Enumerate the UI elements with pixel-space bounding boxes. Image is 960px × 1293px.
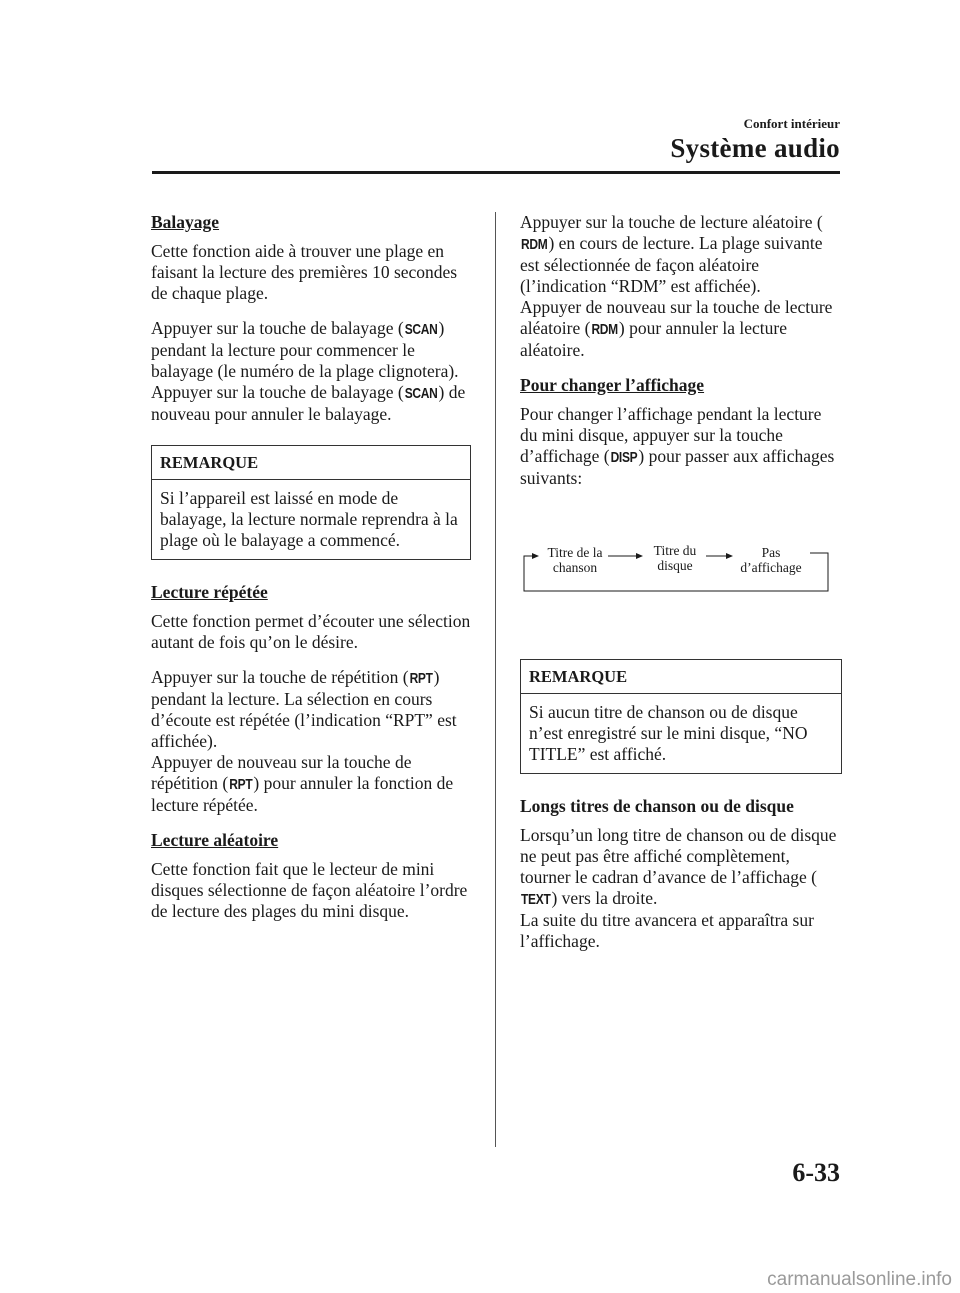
scan-button-icon: SCAN <box>404 384 438 402</box>
repeat-cancel-instructions: Appuyer de nouveau sur la touche de répétition (RPT) pour annuler la fonction de lecture répétée. <box>151 752 454 815</box>
scan-start-instructions: Appuyer sur la touche de balayage (SCAN) pendant la lecture pour commencer le balayage (le numéro de la plage clignotera). <box>151 318 459 381</box>
display-option-disc-title: Titre du disque <box>653 543 697 573</box>
page-number: 6-33 <box>792 1158 840 1187</box>
repeat-heading: Lecture répétée <box>151 582 268 602</box>
page-title: Système audio <box>670 133 840 163</box>
column-separator <box>495 212 496 1147</box>
display-cycle-arrows <box>520 503 842 653</box>
random-cancel-instructions: Appuyer de nouveau sur la touche de lecture aléatoire (RDM) pour annuler la lecture aléatoire. <box>520 297 833 360</box>
rdm-button-icon: RDM <box>591 320 618 338</box>
watermark: carmanualsonline.info <box>767 1269 952 1290</box>
note-body: Si l’appareil est laissé en mode de balayage, la lecture normale reprendra à la plage où le balayage a commencé. <box>160 488 458 550</box>
long-titles-instructions: Lorsqu’un long titre de chanson ou de disque ne peut pas être affiché complètement, tourner le cadran d’avance de l’affichage (TEXT) vers la droite. <box>520 825 842 910</box>
header-section-label: Confort intérieur <box>743 116 840 131</box>
random-intro: Cette fonction fait que le lecteur de mini disques sélectionne de façon aléatoire l’ordre de lecture des plages du mini disque. <box>151 859 468 921</box>
right-column <box>520 212 842 966</box>
scan-intro: Cette fonction aide à trouver une plage en faisant la lecture des premières 10 secondes de chaque plage. <box>151 241 458 303</box>
display-heading: Pour changer l’affichage <box>520 375 705 395</box>
repeat-intro: Cette fonction permet d’écouter une sélection autant de fois qu’on le désire. <box>151 611 471 652</box>
long-titles-heading: Longs titres de chanson ou de disque <box>520 796 794 816</box>
repeat-start-instructions: Appuyer sur la touche de répétition (RPT) pendant la lecture. La sélection en cours d’écoute est répétée (l’indication “RPT” est affichée). <box>151 667 457 751</box>
display-option-no-display: Pas d’affichage <box>740 545 802 575</box>
text-dial-icon: TEXT <box>521 890 551 908</box>
left-column <box>151 212 471 936</box>
scan-cancel-instructions: Appuyer sur la touche de balayage (SCAN) de nouveau pour annuler le balayage. <box>151 382 466 424</box>
long-titles-result: La suite du titre avancera et apparaîtra sur l’affichage. <box>520 910 814 951</box>
note-body: Si aucun titre de chanson ou de disque n’est enregistré sur le mini disque, “NO TITLE” est affiché. <box>529 702 808 764</box>
rpt-button-icon: RPT <box>229 775 253 793</box>
display-instructions: Pour changer l’affichage pendant la lecture du mini disque, appuyer sur la touche d’affichage (DISP) pour passer aux affichages suivants: <box>520 404 835 488</box>
note-title: REMARQUE <box>152 446 470 480</box>
note-title: REMARQUE <box>521 660 841 694</box>
disp-button-icon: DISP <box>610 448 638 466</box>
scan-button-icon: SCAN <box>404 320 438 338</box>
random-start-instructions: Appuyer sur la touche de lecture aléatoire (RDM) en cours de lecture. La plage suivante est sélectionnée de façon aléatoire (l’indication “RDM” est affichée). <box>520 212 823 296</box>
header-rule <box>152 171 840 174</box>
display-cycle-diagram <box>520 503 842 653</box>
rpt-button-icon: RPT <box>409 669 433 687</box>
display-option-song-title: Titre de la chanson <box>547 545 603 575</box>
random-heading: Lecture aléatoire <box>151 830 279 850</box>
display-note-box <box>520 659 842 774</box>
scan-heading: Balayage <box>151 212 220 232</box>
rdm-button-icon: RDM <box>521 235 548 253</box>
scan-note-box <box>151 445 471 560</box>
